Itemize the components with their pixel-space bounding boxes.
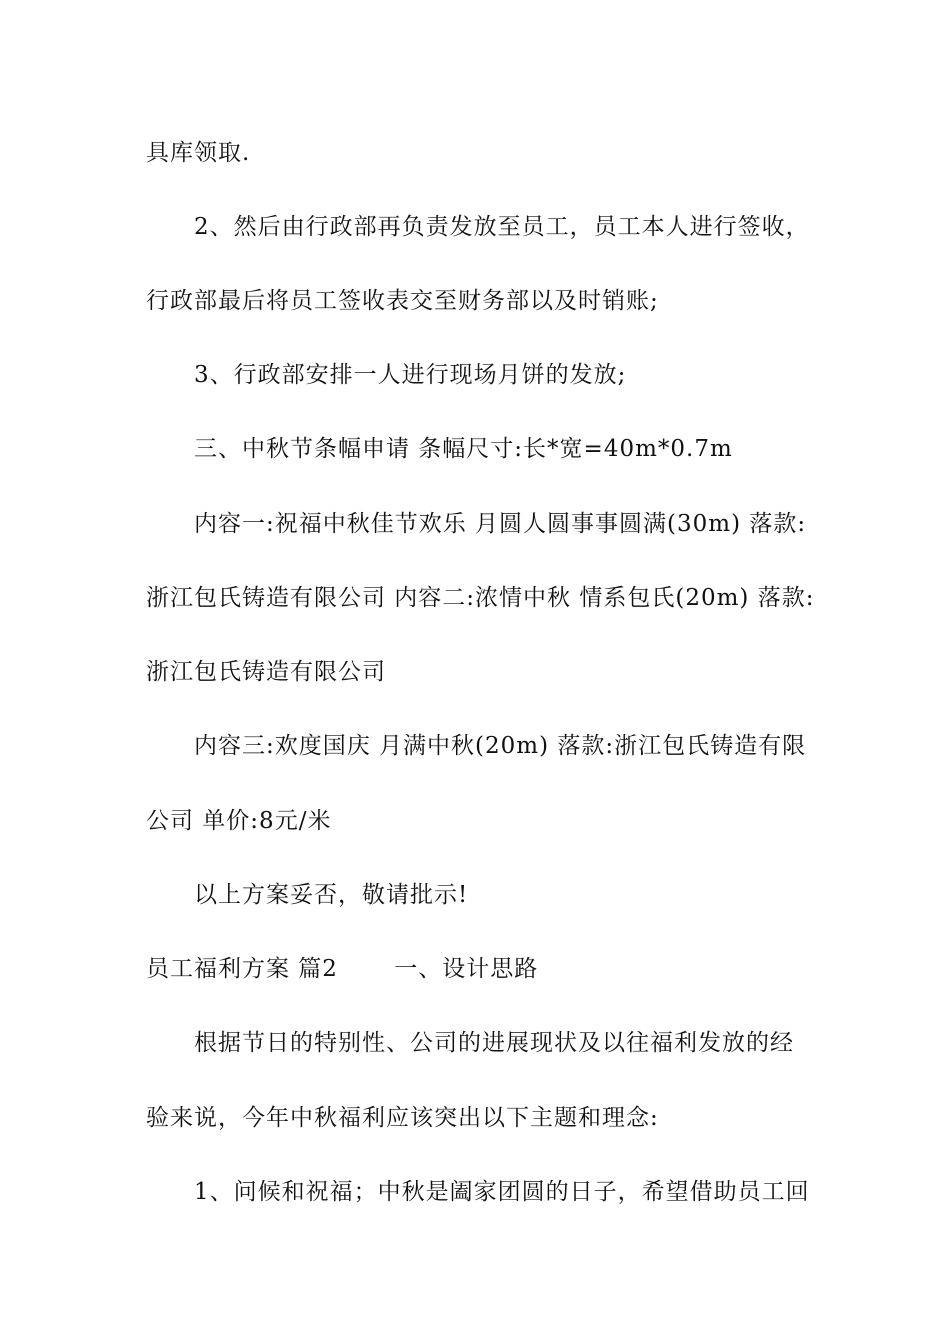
text-line: 浙江包氏铸造有限公司 内容二:浓情中秋 情系包氏(20m) 落款: xyxy=(146,585,815,611)
text-line: 3、行政部安排一人进行现场月饼的发放; xyxy=(194,362,627,388)
text-line: 行政部最后将员工签收表交至财务部以及时销账; xyxy=(146,288,659,314)
text-line: 2、然后由行政部再负责发放至员工，员工本人进行签收， xyxy=(194,214,810,240)
text-line: 内容三:欢度国庆 月满中秋(20m) 落款:浙江包氏铸造有限 xyxy=(194,733,807,759)
section-heading: 三、中秋节条幅申请 条幅尺寸:长*宽=40m*0.7m xyxy=(194,436,733,462)
section-heading: 员工福利方案 篇2 一、设计思路 xyxy=(146,956,539,982)
text-line: 以上方案妥否，敬请批示! xyxy=(194,882,469,908)
text-line: 根据节日的特别性、公司的进展现状及以往福利发放的经 xyxy=(194,1030,794,1056)
text-line: 内容一:祝福中秋佳节欢乐 月圆人圆事事圆满(30m) 落款: xyxy=(194,511,807,537)
text-line: 验来说，今年中秋福利应该突出以下主题和理念: xyxy=(146,1105,659,1131)
text-line: 具库领取. xyxy=(146,140,251,166)
text-line: 公司 单价:8元/米 xyxy=(146,808,332,834)
text-line: 浙江包氏铸造有限公司 xyxy=(146,659,386,685)
text-line: 1、问候和祝福；中秋是阖家团圆的日子，希望借助员工回 xyxy=(194,1179,810,1205)
